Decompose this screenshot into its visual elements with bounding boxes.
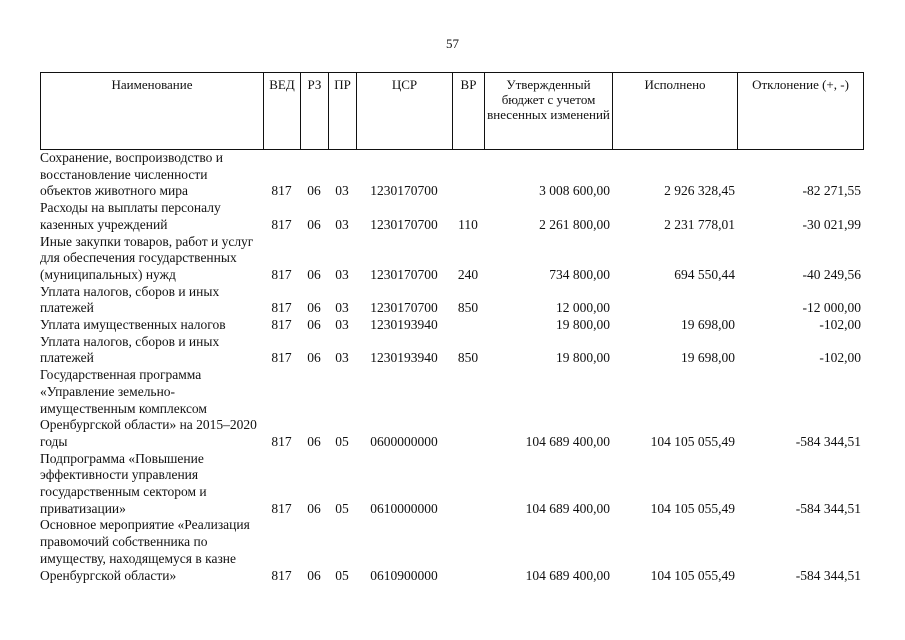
cell-executed: 2 231 778,01	[664, 216, 735, 232]
cell-csr: 0600000000	[370, 433, 438, 449]
cell-executed: 104 105 055,49	[650, 567, 735, 583]
cell-ved: 817	[271, 266, 292, 282]
header-ved: ВЕД	[264, 73, 301, 150]
cell-pr: 03	[335, 317, 349, 333]
cell-csr: 0610900000	[370, 567, 438, 583]
cell-name: Основное мероприятие «Реализация правомочий собственника по имуществу, находящемуся в казне Оренбургской области»	[40, 517, 250, 583]
cell-ved: 817	[271, 183, 292, 199]
cell-rz: 06	[307, 317, 321, 333]
cell-deviation: -584 344,51	[795, 500, 861, 516]
cell-pr: 03	[335, 183, 349, 199]
table-row	[40, 334, 863, 367]
cell-vr	[452, 317, 484, 334]
header-executed: Исполнено	[613, 73, 738, 150]
cell-name: Уплата налогов, сборов и иных платежей	[40, 333, 220, 366]
cell-pr: 05	[335, 433, 349, 449]
cell-pr: 03	[335, 300, 349, 316]
table-row	[40, 451, 863, 518]
cell-ved: 817	[271, 300, 292, 316]
cell-deviation: -102,00	[819, 317, 861, 333]
cell-vr: 240	[457, 266, 479, 282]
table-row	[40, 517, 863, 584]
cell-executed: 694 550,44	[674, 266, 735, 282]
cell-ved: 817	[271, 567, 292, 583]
cell-rz: 06	[307, 266, 321, 282]
header-rz: РЗ	[301, 73, 329, 150]
cell-executed: 104 105 055,49	[650, 500, 735, 516]
cell-pr: 03	[335, 350, 349, 366]
cell-budget: 19 800,00	[556, 317, 610, 333]
table-row	[40, 284, 863, 317]
cell-rz: 06	[307, 567, 321, 583]
cell-vr	[452, 150, 484, 200]
cell-ved: 817	[271, 500, 292, 516]
table-row	[40, 367, 863, 451]
cell-deviation: -12 000,00	[802, 300, 861, 316]
cell-deviation: -82 271,55	[802, 183, 861, 199]
cell-pr: 05	[335, 500, 349, 516]
cell-pr: 05	[335, 567, 349, 583]
header-name: Наименование	[41, 73, 264, 150]
cell-rz: 06	[307, 433, 321, 449]
cell-budget: 19 800,00	[556, 350, 610, 366]
cell-budget: 104 689 400,00	[525, 433, 610, 449]
cell-budget: 2 261 800,00	[539, 216, 610, 232]
cell-ved: 817	[271, 216, 292, 232]
cell-pr: 03	[335, 266, 349, 282]
cell-name: Расходы на выплаты персоналу казенных учреждений	[40, 200, 221, 232]
cell-csr: 1230193940	[370, 350, 438, 366]
table-row	[40, 200, 863, 233]
cell-vr	[452, 367, 484, 451]
cell-ved: 817	[271, 350, 292, 366]
cell-name: Иные закупки товаров, работ и услуг для обеспечения государственных (муниципальных) нужд	[40, 233, 254, 282]
cell-pr: 03	[335, 216, 349, 232]
cell-executed: 2 926 328,45	[664, 183, 735, 199]
cell-deviation: -30 021,99	[802, 216, 861, 232]
cell-budget: 12 000,00	[556, 300, 610, 316]
cell-csr: 1230170700	[370, 300, 438, 316]
table-row	[40, 150, 863, 200]
cell-vr	[452, 517, 484, 584]
cell-vr: 110	[458, 216, 478, 232]
cell-ved: 817	[271, 433, 292, 449]
cell-name: Подпрограмма «Повышение эффективности управления государственным сектором и приватизации»	[40, 450, 207, 516]
header-deviation: Отклонение (+, -)	[738, 73, 864, 150]
cell-csr: 1230170700	[370, 216, 438, 232]
cell-deviation: -40 249,56	[802, 266, 861, 282]
header-pr: ПР	[329, 73, 357, 150]
cell-deviation: -102,00	[819, 350, 861, 366]
cell-csr: 0610000000	[370, 500, 438, 516]
table-row	[40, 234, 863, 284]
cell-vr	[452, 451, 484, 518]
cell-rz: 06	[307, 300, 321, 316]
cell-vr: 850	[457, 350, 479, 366]
cell-name: Уплата имущественных налогов	[40, 317, 226, 333]
table-row	[40, 317, 863, 334]
cell-executed	[612, 284, 737, 317]
cell-csr: 1230170700	[370, 183, 438, 199]
cell-name: Государственная программа «Управление земельно-имущественным комплексом Оренбургской области» на 2015–2020 годы	[40, 367, 257, 449]
cell-rz: 06	[307, 183, 321, 199]
cell-budget: 104 689 400,00	[525, 500, 610, 516]
cell-executed: 19 698,00	[681, 350, 735, 366]
cell-rz: 06	[307, 350, 321, 366]
cell-deviation: -584 344,51	[795, 433, 861, 449]
cell-budget: 3 008 600,00	[539, 183, 610, 199]
header-budget: Утвержденный бюджет с учетом внесенных изменений	[485, 73, 613, 150]
cell-rz: 06	[307, 500, 321, 516]
cell-rz: 06	[307, 216, 321, 232]
cell-executed: 19 698,00	[681, 317, 735, 333]
cell-budget: 734 800,00	[549, 266, 610, 282]
budget-table	[40, 150, 863, 584]
header-csr: ЦСР	[357, 73, 453, 150]
cell-csr: 1230170700	[370, 266, 438, 282]
cell-ved: 817	[271, 317, 292, 333]
table-header	[40, 72, 864, 150]
cell-deviation: -584 344,51	[795, 567, 861, 583]
header-vr: ВР	[453, 73, 485, 150]
cell-csr: 1230193940	[370, 317, 438, 333]
cell-vr: 850	[457, 300, 479, 316]
cell-name: Уплата налогов, сборов и иных платежей	[40, 283, 220, 316]
cell-executed: 104 105 055,49	[650, 433, 735, 449]
cell-budget: 104 689 400,00	[525, 567, 610, 583]
page-number: 57	[446, 36, 459, 51]
cell-name: Сохранение, воспроизводство и восстановление численности объектов животного мира	[40, 150, 223, 199]
